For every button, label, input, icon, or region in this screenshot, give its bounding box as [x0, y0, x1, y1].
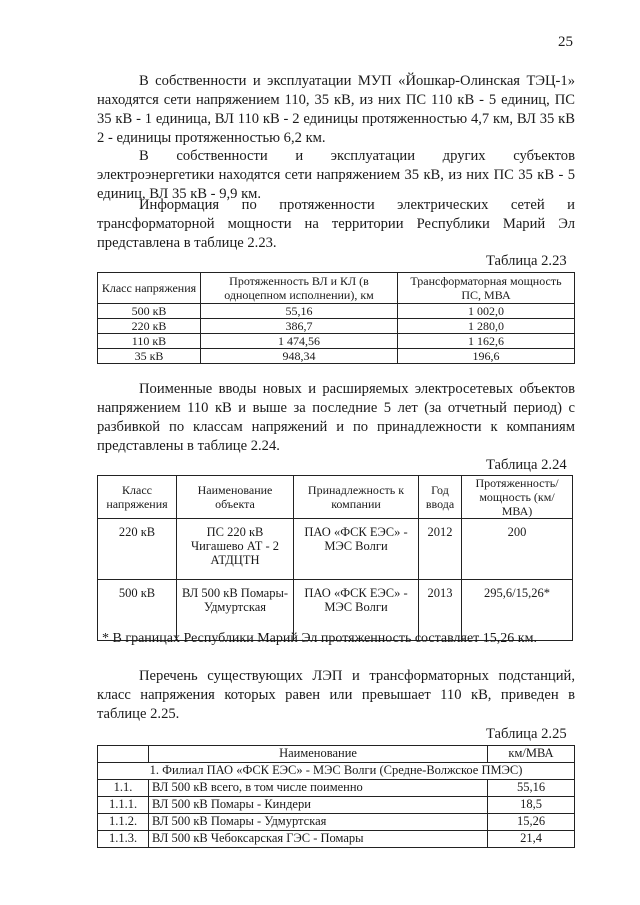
table-row: [98, 814, 575, 831]
table-row: [98, 519, 573, 580]
table-cell: 55,16: [488, 780, 575, 797]
column-header: Трансформаторная мощность ПС, МВА: [398, 273, 575, 304]
table-cell: 220 кВ: [98, 319, 201, 334]
table-cell: 1.1.2.: [98, 814, 149, 831]
table-cell: 110 кВ: [98, 334, 201, 349]
table-cell: ПАО «ФСК ЕЭС» - МЭС Волги: [294, 580, 419, 641]
table-row: [98, 831, 575, 848]
table-cell: 386,7: [201, 319, 398, 334]
table-cell: ВЛ 500 кВ Чебоксарская ГЭС - Помары: [149, 831, 488, 848]
table-cell: 295,6/15,26*: [462, 580, 573, 641]
table-2-25-caption: Таблица 2.25: [486, 726, 567, 742]
table-cell: ВЛ 500 кВ Помары- Удмуртская: [177, 580, 294, 641]
table-cell: 200: [462, 519, 573, 580]
table-row: [98, 334, 575, 349]
table-2-23-caption: Таблица 2.23: [486, 253, 567, 269]
table-cell: 500 кВ: [98, 304, 201, 319]
column-header: Протяженность ВЛ и КЛ (в одноцепном исполнении), км: [201, 273, 398, 304]
table-cell: 1 474,56: [201, 334, 398, 349]
column-header: Протяженность/ мощность (км/МВА): [462, 476, 573, 519]
table-cell: 2012: [419, 519, 462, 580]
table-cell: 1 002,0: [398, 304, 575, 319]
column-header: Принадлежность к компании: [294, 476, 419, 519]
page-number: 25: [558, 34, 573, 50]
column-header: км/МВА: [488, 746, 575, 763]
column-header: Год ввода: [419, 476, 462, 519]
paragraph-tec1: В собственности и эксплуатации МУП «Йошкар-Олинская ТЭЦ-1» находятся сети напряжением 110, 35 кВ, из них ПС 110 кВ - 5 единиц, ПС 35 кВ - 1 единица, ВЛ 110 кВ - 2 единицы протяженностью 4,7 км, ВЛ 35 кВ 2 - единицы протяженностью 6,2 км.: [97, 73, 575, 146]
table-row: [98, 797, 575, 814]
table-cell: 1 280,0: [398, 319, 575, 334]
table-cell: 2013: [419, 580, 462, 641]
table-row: [98, 349, 575, 364]
table-cell: ПАО «ФСК ЕЭС» - МЭС Волги: [294, 519, 419, 580]
table-cell: 500 кВ: [98, 580, 177, 641]
table-section-title: 1. Филиал ПАО «ФСК ЕЭС» - МЭС Волги (Средне-Волжское ПМЭС): [98, 763, 575, 780]
paragraph-other-subjects: В собственности и эксплуатации других субъектов электроэнергетики находятся сети напряжением 35 кВ, из них ПС 35 кВ - 5 единиц, ВЛ 35 кВ - 9,9 км.: [97, 148, 575, 202]
table-cell: 1.1.: [98, 780, 149, 797]
paragraph-table-223-intro: Информация по протяженности электрических сетей и трансформаторной мощности на территории Республики Марий Эл представлена в таблице 2.23.: [97, 197, 575, 251]
table-cell: ПС 220 кВ Чигашево АТ - 2 АТДЦТН: [177, 519, 294, 580]
table-section-row: [98, 763, 575, 780]
column-header: Класс напряжения: [98, 476, 177, 519]
table-2-24-footnote: * В границах Республики Марий Эл протяженность составляет 15,26 км.: [102, 631, 537, 646]
table-cell: 1.1.3.: [98, 831, 149, 848]
table-header-row: [98, 746, 575, 763]
table-cell: 18,5: [488, 797, 575, 814]
table-cell: ВЛ 500 кВ Помары - Киндери: [149, 797, 488, 814]
table-2-23: [97, 272, 575, 364]
column-header: [98, 746, 149, 763]
table-cell: 1.1.1.: [98, 797, 149, 814]
table-cell: ВЛ 500 кВ всего, в том числе поименно: [149, 780, 488, 797]
table-2-24-caption: Таблица 2.24: [486, 457, 567, 473]
table-row: [98, 780, 575, 797]
paragraph-table-224-intro: Поименные вводы новых и расширяемых электросетевых объектов напряжением 110 кВ и выше за последние 5 лет (за отчетный период) с разбивкой по классам напряжений и по принадлежности к компаниям представлены в таблице 2.24.: [97, 381, 575, 454]
column-header: Наименование объекта: [177, 476, 294, 519]
table-2-24: [97, 475, 573, 641]
table-cell: 948,34: [201, 349, 398, 364]
column-header: Наименование: [149, 746, 488, 763]
table-cell: 196,6: [398, 349, 575, 364]
table-cell: 55,16: [201, 304, 398, 319]
table-cell: 21,4: [488, 831, 575, 848]
table-header-row: [98, 476, 573, 519]
column-header: Класс напряжения: [98, 273, 201, 304]
table-row: [98, 304, 575, 319]
table-cell: ВЛ 500 кВ Помары - Удмуртская: [149, 814, 488, 831]
table-header-row: [98, 273, 575, 304]
table-2-25: [97, 745, 575, 848]
table-cell: 15,26: [488, 814, 575, 831]
table-row: [98, 319, 575, 334]
table-cell: 35 кВ: [98, 349, 201, 364]
table-cell: 220 кВ: [98, 519, 177, 580]
paragraph-table-225-intro: Перечень существующих ЛЭП и трансформаторных подстанций, класс напряжения которых равен или превышает 110 кВ, приведен в таблице 2.25.: [97, 668, 575, 722]
table-cell: 1 162,6: [398, 334, 575, 349]
